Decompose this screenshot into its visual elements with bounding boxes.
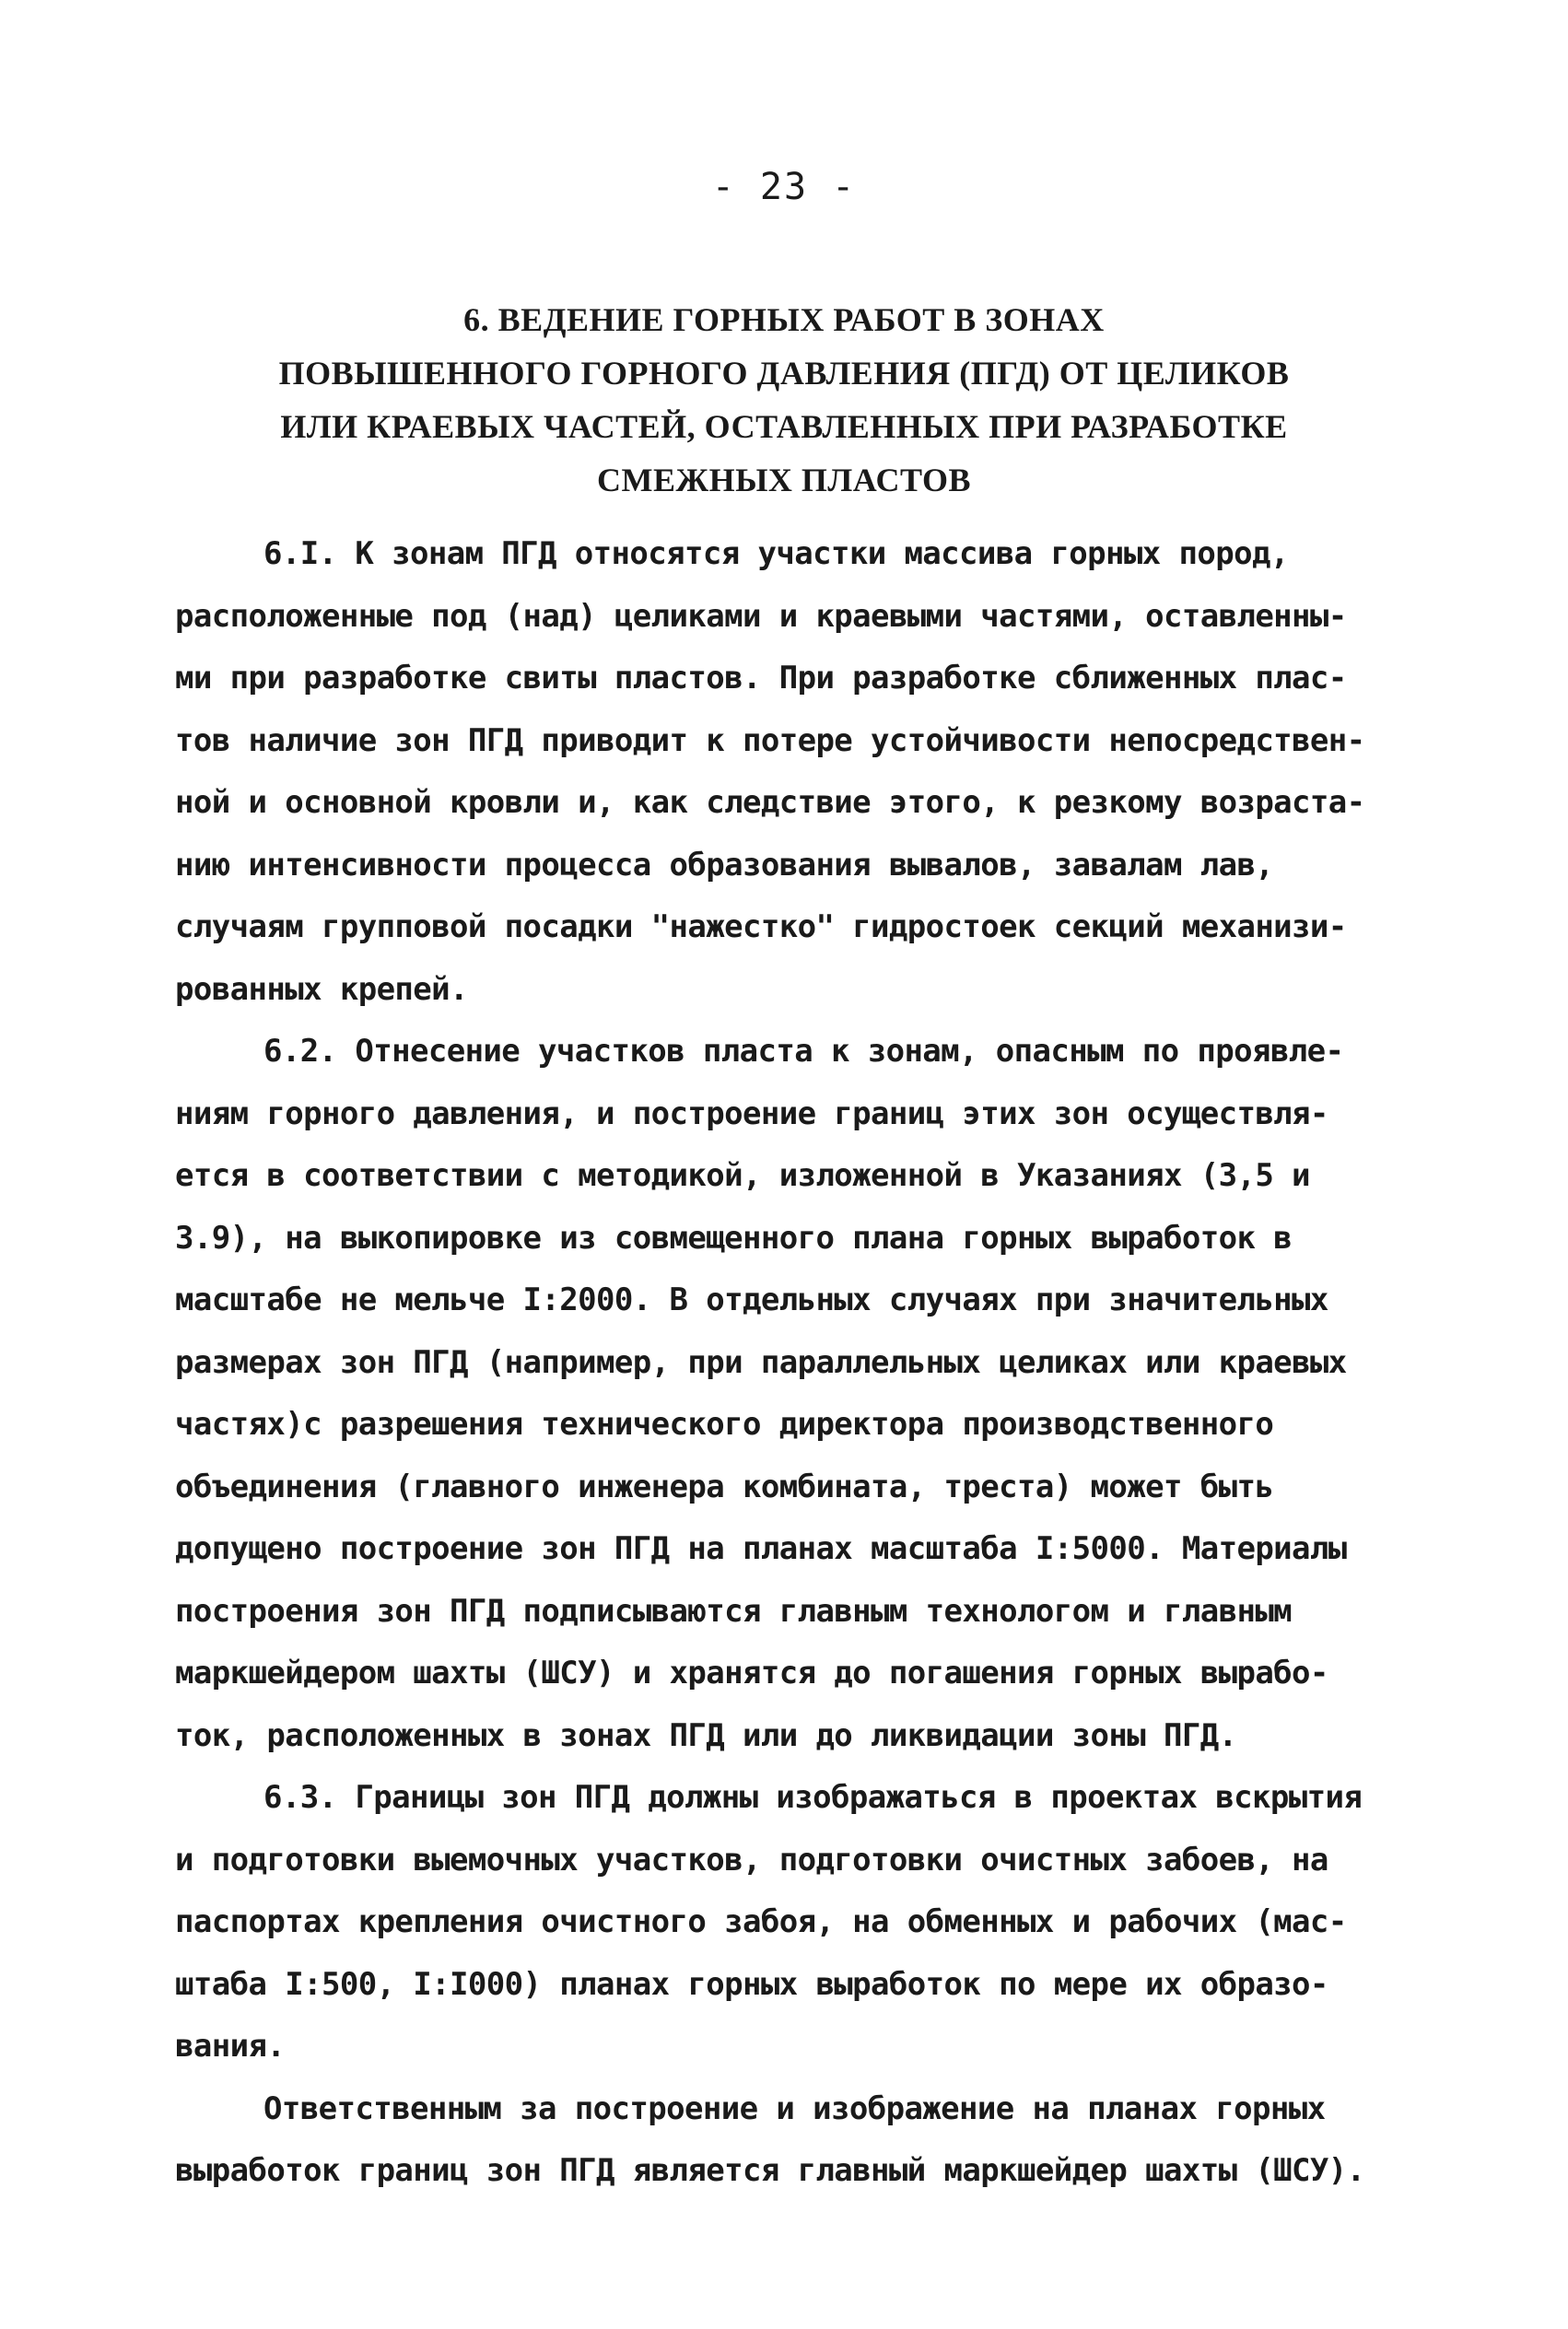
paragraph-6-1-line: расположенные под (над) целиками и краевыми частями, оставленны- (175, 597, 1347, 635)
paragraph-6-2-line: построения зон ПГД подписываются главным технологом и главным (175, 1592, 1293, 1630)
paragraph-6-2-line: ниям горного давления, и построение границ этих зон осуществля- (175, 1094, 1328, 1132)
paragraph-6-2-line: допущено построение зон ПГД на планах масштаба I:5000. Материалы (175, 1530, 1347, 1567)
paragraph-responsibility-line: Ответственным за построение и изображение на планах горных (263, 2089, 1326, 2127)
body-text (175, 523, 1428, 2203)
paragraph-responsibility-line: выработок границ зон ПГД является главный маркшейдер шахты (ШСУ). (175, 2152, 1365, 2189)
paragraph-6-2-line: ется в соответствии с методикой, изложенной в Указаниях (3,5 и (175, 1157, 1310, 1194)
paragraph-6-2-line: объединения (главного инженера комбината, треста) может быть (175, 1468, 1274, 1505)
paragraph-6-3-line: и подготовки выемочных участков, подготовки очистных забоев, на (175, 1841, 1328, 1878)
heading-line: СМЕЖНЫХ ПЛАСТОВ (596, 462, 971, 498)
paragraph-6-1-line: 6.I. К зонам ПГД относятся участки массива горных пород, (263, 535, 1289, 572)
heading-line: 6. ВЕДЕНИЕ ГОРНЫХ РАБОТ В ЗОНАХ (463, 301, 1105, 338)
paragraph-6-1-line: случаям групповой посадки "нажестко" гидростоек секций механизи- (175, 908, 1347, 945)
paragraph-6-3-line: 6.3. Границы зон ПГД должны изображаться в проектах вскрытия (263, 1779, 1363, 1816)
paragraph-6-3-line: штаба I:500, I:I000) планах горных выработок по мере их образо- (175, 1965, 1328, 2003)
paragraph-6-2-line: ток, расположенных в зонах ПГД или до ликвидации зоны ПГД. (175, 1716, 1237, 1754)
paragraph-6-3-line: вания. (175, 2028, 286, 2065)
paragraph-6-2-line: частях)с разрешения технического директора производственного (175, 1406, 1274, 1443)
paragraph-6-1-line: ми при разработке свиты пластов. При разработке сближенных плас- (175, 660, 1347, 696)
section-heading (0, 293, 1568, 507)
paragraph-6-1-line: рованных крепей. (175, 970, 468, 1008)
heading-line: ИЛИ КРАЕВЫХ ЧАСТЕЙ, ОСТАВЛЕННЫХ ПРИ РАЗРАБОТКЕ (280, 408, 1288, 445)
paragraph-6-3-line: паспортах крепления очистного забоя, на обменных и рабочих (мас- (175, 1903, 1347, 1940)
page-number: - 23 - (711, 166, 857, 208)
paragraph-6-1-line: тов наличие зон ПГД приводит к потере устойчивости непосредствен- (175, 721, 1365, 759)
paragraph-6-2-line: масштабе не мельче I:2000. В отдельных случаях при значительных (175, 1282, 1328, 1318)
paragraph-6-2-line: 6.2. Отнесение участков пласта к зонам, опасным по проявле- (263, 1033, 1344, 1070)
paragraph-6-1-line: ной и основной кровли и, как следствие этого, к резкому возраста- (175, 784, 1365, 821)
paragraph-6-2-line: 3.9), на выкопировке из совмещенного плана горных выработок в (175, 1219, 1293, 1257)
paragraph-6-2-line: маркшейдером шахты (ШСУ) и хранятся до погашения горных вырабо- (175, 1655, 1328, 1691)
paragraph-6-2-line: размерах зон ПГД (например, при параллельных целиках или краевых (175, 1343, 1347, 1381)
heading-line: ПОВЫШЕННОГО ГОРНОГО ДАВЛЕНИЯ (ПГД) ОТ ЦЕЛИКОВ (278, 355, 1290, 392)
paragraph-6-1-line: нию интенсивности процесса образования вывалов, завалам лав, (175, 846, 1274, 884)
